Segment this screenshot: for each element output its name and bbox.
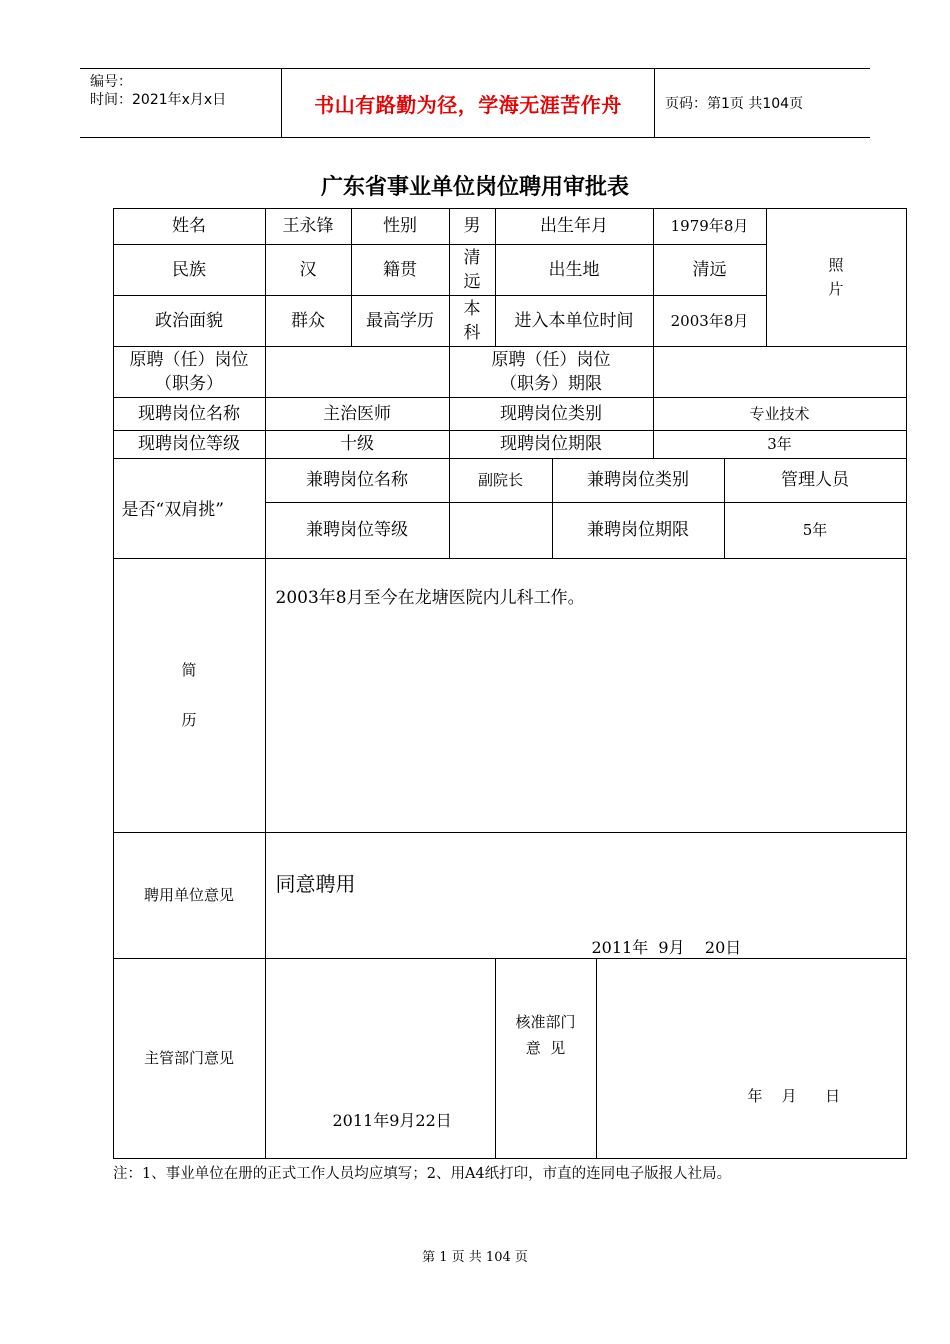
- current-level-value: 十级: [265, 430, 450, 459]
- unit-opinion-date: 2011年 9月 20日: [591, 937, 742, 957]
- resume-label: [113, 558, 266, 833]
- orig-post-value: [265, 346, 450, 398]
- education-value-2: 科: [463, 322, 481, 343]
- form-note: 注：1、事业单位在册的正式工作人员均应填写；2、用A4纸打印，市直的连同电子版报人社局。: [113, 1166, 732, 1182]
- approve-dept-label: [495, 958, 597, 1159]
- resume-label-2: 历: [181, 711, 197, 729]
- native-value: [449, 244, 496, 296]
- header-page-info: 页码：第1页 共104页: [665, 96, 804, 112]
- dual-role-label: 是否“双肩挑”: [113, 458, 266, 559]
- birth-label: 出生年月: [495, 208, 654, 245]
- page-footer: 第 1 页 共 104 页: [422, 1250, 528, 1265]
- document-time-label: 时间：2021年x月x日: [90, 92, 227, 108]
- unit-opinion-cell: [265, 832, 907, 959]
- birth-value: 1979年8月: [653, 208, 767, 245]
- header-meta-cell: [80, 69, 282, 137]
- photo-placeholder: [766, 208, 907, 347]
- part-level-value: [449, 502, 553, 559]
- orig-term-label-2: （职务）期限: [500, 373, 602, 394]
- unit-opinion-label: 聘用单位意见: [113, 832, 266, 959]
- approve-dept-label-1: 核准部门: [515, 1012, 576, 1031]
- resume-label-1: 简: [181, 661, 197, 679]
- orig-term-value: [653, 346, 907, 398]
- orig-post-label-2: （职务）: [155, 373, 223, 394]
- ethnic-label: 民族: [113, 244, 266, 296]
- resume-content: 2003年8月至今在龙塘医院内儿科工作。: [265, 558, 907, 833]
- name-value: 王永锋: [265, 208, 352, 245]
- education-label: 最高学历: [351, 295, 450, 347]
- current-post-value: 主治医师: [265, 397, 450, 431]
- orig-term-label-1: 原聘（任）岗位: [491, 349, 611, 370]
- current-term-label: 现聘岗位期限: [449, 430, 654, 459]
- dept-opinion-cell: [265, 958, 496, 1159]
- part-level-label: 兼聘岗位等级: [265, 502, 450, 559]
- photo-label-1: 照: [828, 256, 844, 274]
- document-number-label: 编号：: [90, 74, 132, 90]
- form-title: 广东省事业单位岗位聘用审批表: [320, 175, 629, 200]
- approve-dept-label-2: 意 见: [525, 1038, 566, 1057]
- education-value-1: 本: [463, 298, 481, 319]
- education-value: [449, 295, 496, 347]
- current-post-label: 现聘岗位名称: [113, 397, 266, 431]
- orig-term-label: [449, 346, 654, 398]
- part-post-value: 副院长: [449, 458, 553, 503]
- current-type-label: 现聘岗位类别: [449, 397, 654, 431]
- orig-post-label: [113, 346, 266, 398]
- current-term-value: 3年: [653, 430, 907, 459]
- current-type-value: 专业技术: [653, 397, 907, 431]
- dept-opinion-date: 2011年9月22日: [332, 1110, 452, 1130]
- native-value-2: 远: [463, 271, 481, 292]
- native-value-1: 清: [463, 247, 481, 268]
- header-page-cell: [655, 69, 870, 137]
- political-value: 群众: [265, 295, 352, 347]
- political-label: 政治面貌: [113, 295, 266, 347]
- approve-dept-cell: [596, 958, 907, 1159]
- part-term-value: 5年: [724, 502, 907, 559]
- part-post-label: 兼聘岗位名称: [265, 458, 450, 503]
- native-label: 籍贯: [351, 244, 450, 296]
- header-motto: 书山有路勤为径，学海无涯苦作舟: [314, 92, 622, 117]
- orig-post-label-1: 原聘（任）岗位: [129, 349, 249, 370]
- gender-value: 男: [449, 208, 496, 245]
- current-level-label: 现聘岗位等级: [113, 430, 266, 459]
- unit-opinion-text: 同意聘用: [275, 871, 356, 896]
- part-type-value: 管理人员: [724, 458, 907, 503]
- birthplace-label: 出生地: [495, 244, 654, 296]
- gender-label: 性别: [351, 208, 450, 245]
- header-motto-cell: [282, 69, 655, 137]
- birthplace-value: 清远: [653, 244, 767, 296]
- document-header: [80, 68, 870, 138]
- name-label: 姓名: [113, 208, 266, 245]
- photo-label-2: 片: [828, 280, 844, 298]
- dept-opinion-label: 主管部门意见: [113, 958, 266, 1159]
- approval-form-table: [113, 208, 906, 1159]
- ethnic-value: 汉: [265, 244, 352, 296]
- part-term-label: 兼聘岗位期限: [552, 502, 725, 559]
- approve-date: 年 月 日: [747, 1086, 841, 1105]
- join-date-value: 2003年8月: [653, 295, 767, 347]
- join-date-label: 进入本单位时间: [495, 295, 654, 347]
- part-type-label: 兼聘岗位类别: [552, 458, 725, 503]
